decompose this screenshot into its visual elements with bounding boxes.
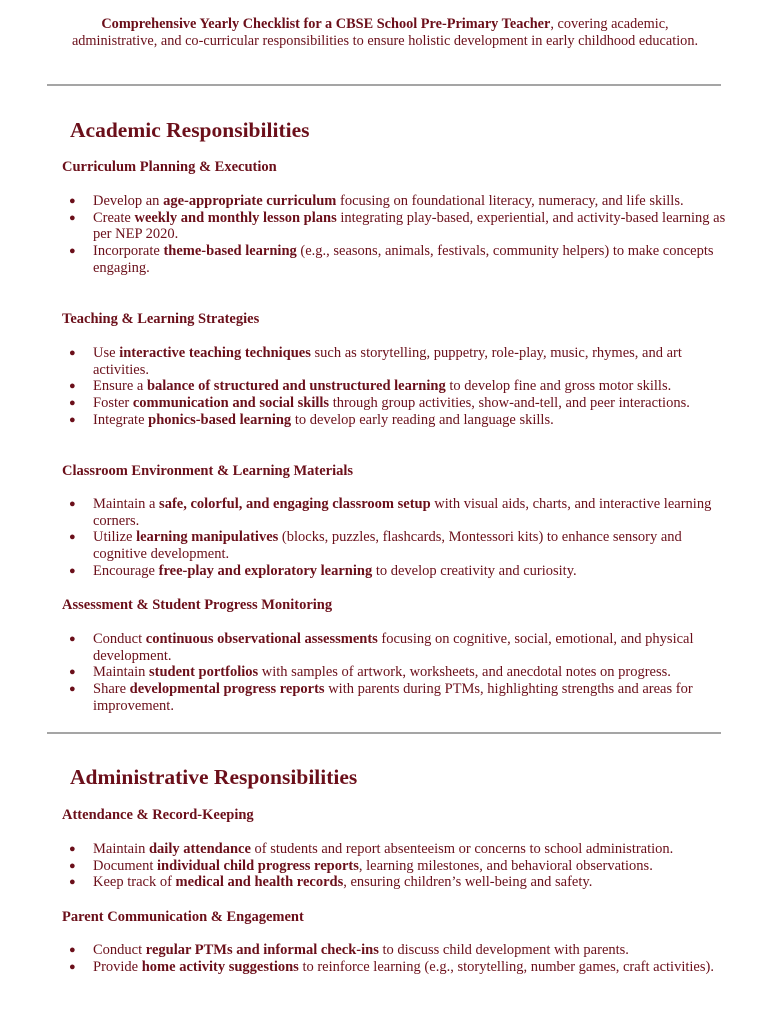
- bullet-icon: ●: [69, 531, 76, 544]
- list-item: ● Incorporate theme-based learning (e.g., seasons, animals, festivals, community helpers) to make concepts engaging.: [69, 243, 714, 276]
- bullet-icon: ●: [69, 413, 76, 426]
- section-title-academic: Academic Responsibilities: [70, 118, 310, 142]
- bullet-icon: ●: [69, 876, 76, 889]
- bullet-icon: ●: [69, 245, 76, 258]
- divider: [47, 732, 721, 734]
- bullet-icon: ●: [69, 498, 76, 510]
- bullet-icon: ●: [69, 944, 76, 956]
- list-item: ● Conduct continuous observational assessments focusing on cognitive, social, emotional, and physical development.: [69, 631, 694, 664]
- subsection-title: Curriculum Planning & Execution: [62, 159, 277, 175]
- subsection-title: Teaching & Learning Strategies: [62, 311, 260, 327]
- bullet-icon: ●: [69, 564, 76, 577]
- list-item: ● Encourage free-play and exploratory learning to develop creativity and curiosity.: [69, 562, 577, 579]
- bullet-icon: ●: [69, 347, 76, 359]
- list-item: ● Create weekly and monthly lesson plans integrating play-based, experiential, and activity-based learning as per NEP 2020.: [69, 209, 726, 243]
- bullet-icon: ●: [69, 666, 76, 679]
- list-item: ● Develop an age-appropriate curriculum focusing on foundational literacy, numeracy, and life skills.: [69, 193, 684, 209]
- list-item: ● Ensure a balance of structured and unstructured learning to develop fine and gross motor skills.: [69, 378, 672, 395]
- intro-text: , covering academic, administrative, and co-curricular responsibilities to ensure holistic development in early childhood education.: [71, 16, 699, 49]
- bullet-list: [69, 942, 729, 975]
- list-item: ● Share developmental progress reports with parents during PTMs, highlighting strengths and areas for improvement.: [69, 681, 693, 714]
- list-item: ● Keep track of medical and health records, ensuring children’s well-being and safety.: [69, 874, 593, 891]
- list-item: ● Maintain a safe, colorful, and engaging classroom setup with visual aids, charts, and interactive learning corners.: [69, 496, 712, 529]
- bullet-icon: ●: [69, 633, 76, 645]
- bullet-icon: ●: [69, 843, 76, 855]
- bullet-list: [69, 496, 729, 580]
- bullet-list: [69, 631, 729, 715]
- list-item: ● Use interactive teaching techniques such as storytelling, puppetry, role-play, music, rhymes, and art activities.: [69, 345, 682, 378]
- bullet-icon: ●: [69, 397, 76, 410]
- divider: [47, 84, 721, 86]
- subsection-title: Attendance & Record-Keeping: [62, 807, 254, 823]
- bullet-icon: ●: [69, 683, 76, 696]
- list-item: ● Utilize learning manipulatives (blocks, puzzles, flashcards, Montessori kits) to enhance sensory and cognitive development.: [69, 529, 682, 563]
- list-item: ● Conduct regular PTMs and informal check-ins to discuss child development with parents.: [69, 942, 629, 958]
- list-item: ● Foster communication and social skills through group activities, show-and-tell, and peer interactions.: [69, 395, 690, 412]
- bullet-icon: ●: [69, 859, 76, 872]
- list-item: ● Document individual child progress reports, learning milestones, and behavioral observations.: [69, 857, 653, 874]
- section-title-administrative: Administrative Responsibilities: [70, 765, 358, 789]
- bullet-icon: ●: [69, 211, 76, 224]
- intro-paragraph: [70, 16, 700, 50]
- list-item: ● Provide home activity suggestions to reinforce learning (e.g., storytelling, number games, craft activities).: [69, 958, 714, 975]
- list-item: ● Integrate phonics-based learning to develop early reading and language skills.: [69, 411, 554, 428]
- list-item: ● Maintain student portfolios with samples of artwork, worksheets, and anecdotal notes on progress.: [69, 664, 671, 681]
- bullet-icon: ●: [69, 960, 76, 973]
- list-item: ● Maintain daily attendance of students and report absenteeism or concerns to school administration.: [69, 841, 674, 857]
- bullet-list: [69, 841, 729, 891]
- bullet-list: [69, 345, 729, 429]
- subsection-title: Parent Communication & Engagement: [62, 909, 304, 925]
- subsection-title: Assessment & Student Progress Monitoring: [62, 597, 333, 613]
- intro-bold: Comprehensive Yearly Checklist for a CBSE School Pre-Primary Teacher: [101, 16, 551, 32]
- bullet-icon: ●: [69, 380, 76, 393]
- subsection-title: Classroom Environment & Learning Materials: [62, 463, 354, 479]
- bullet-icon: ●: [69, 195, 76, 207]
- bullet-list: [69, 193, 729, 277]
